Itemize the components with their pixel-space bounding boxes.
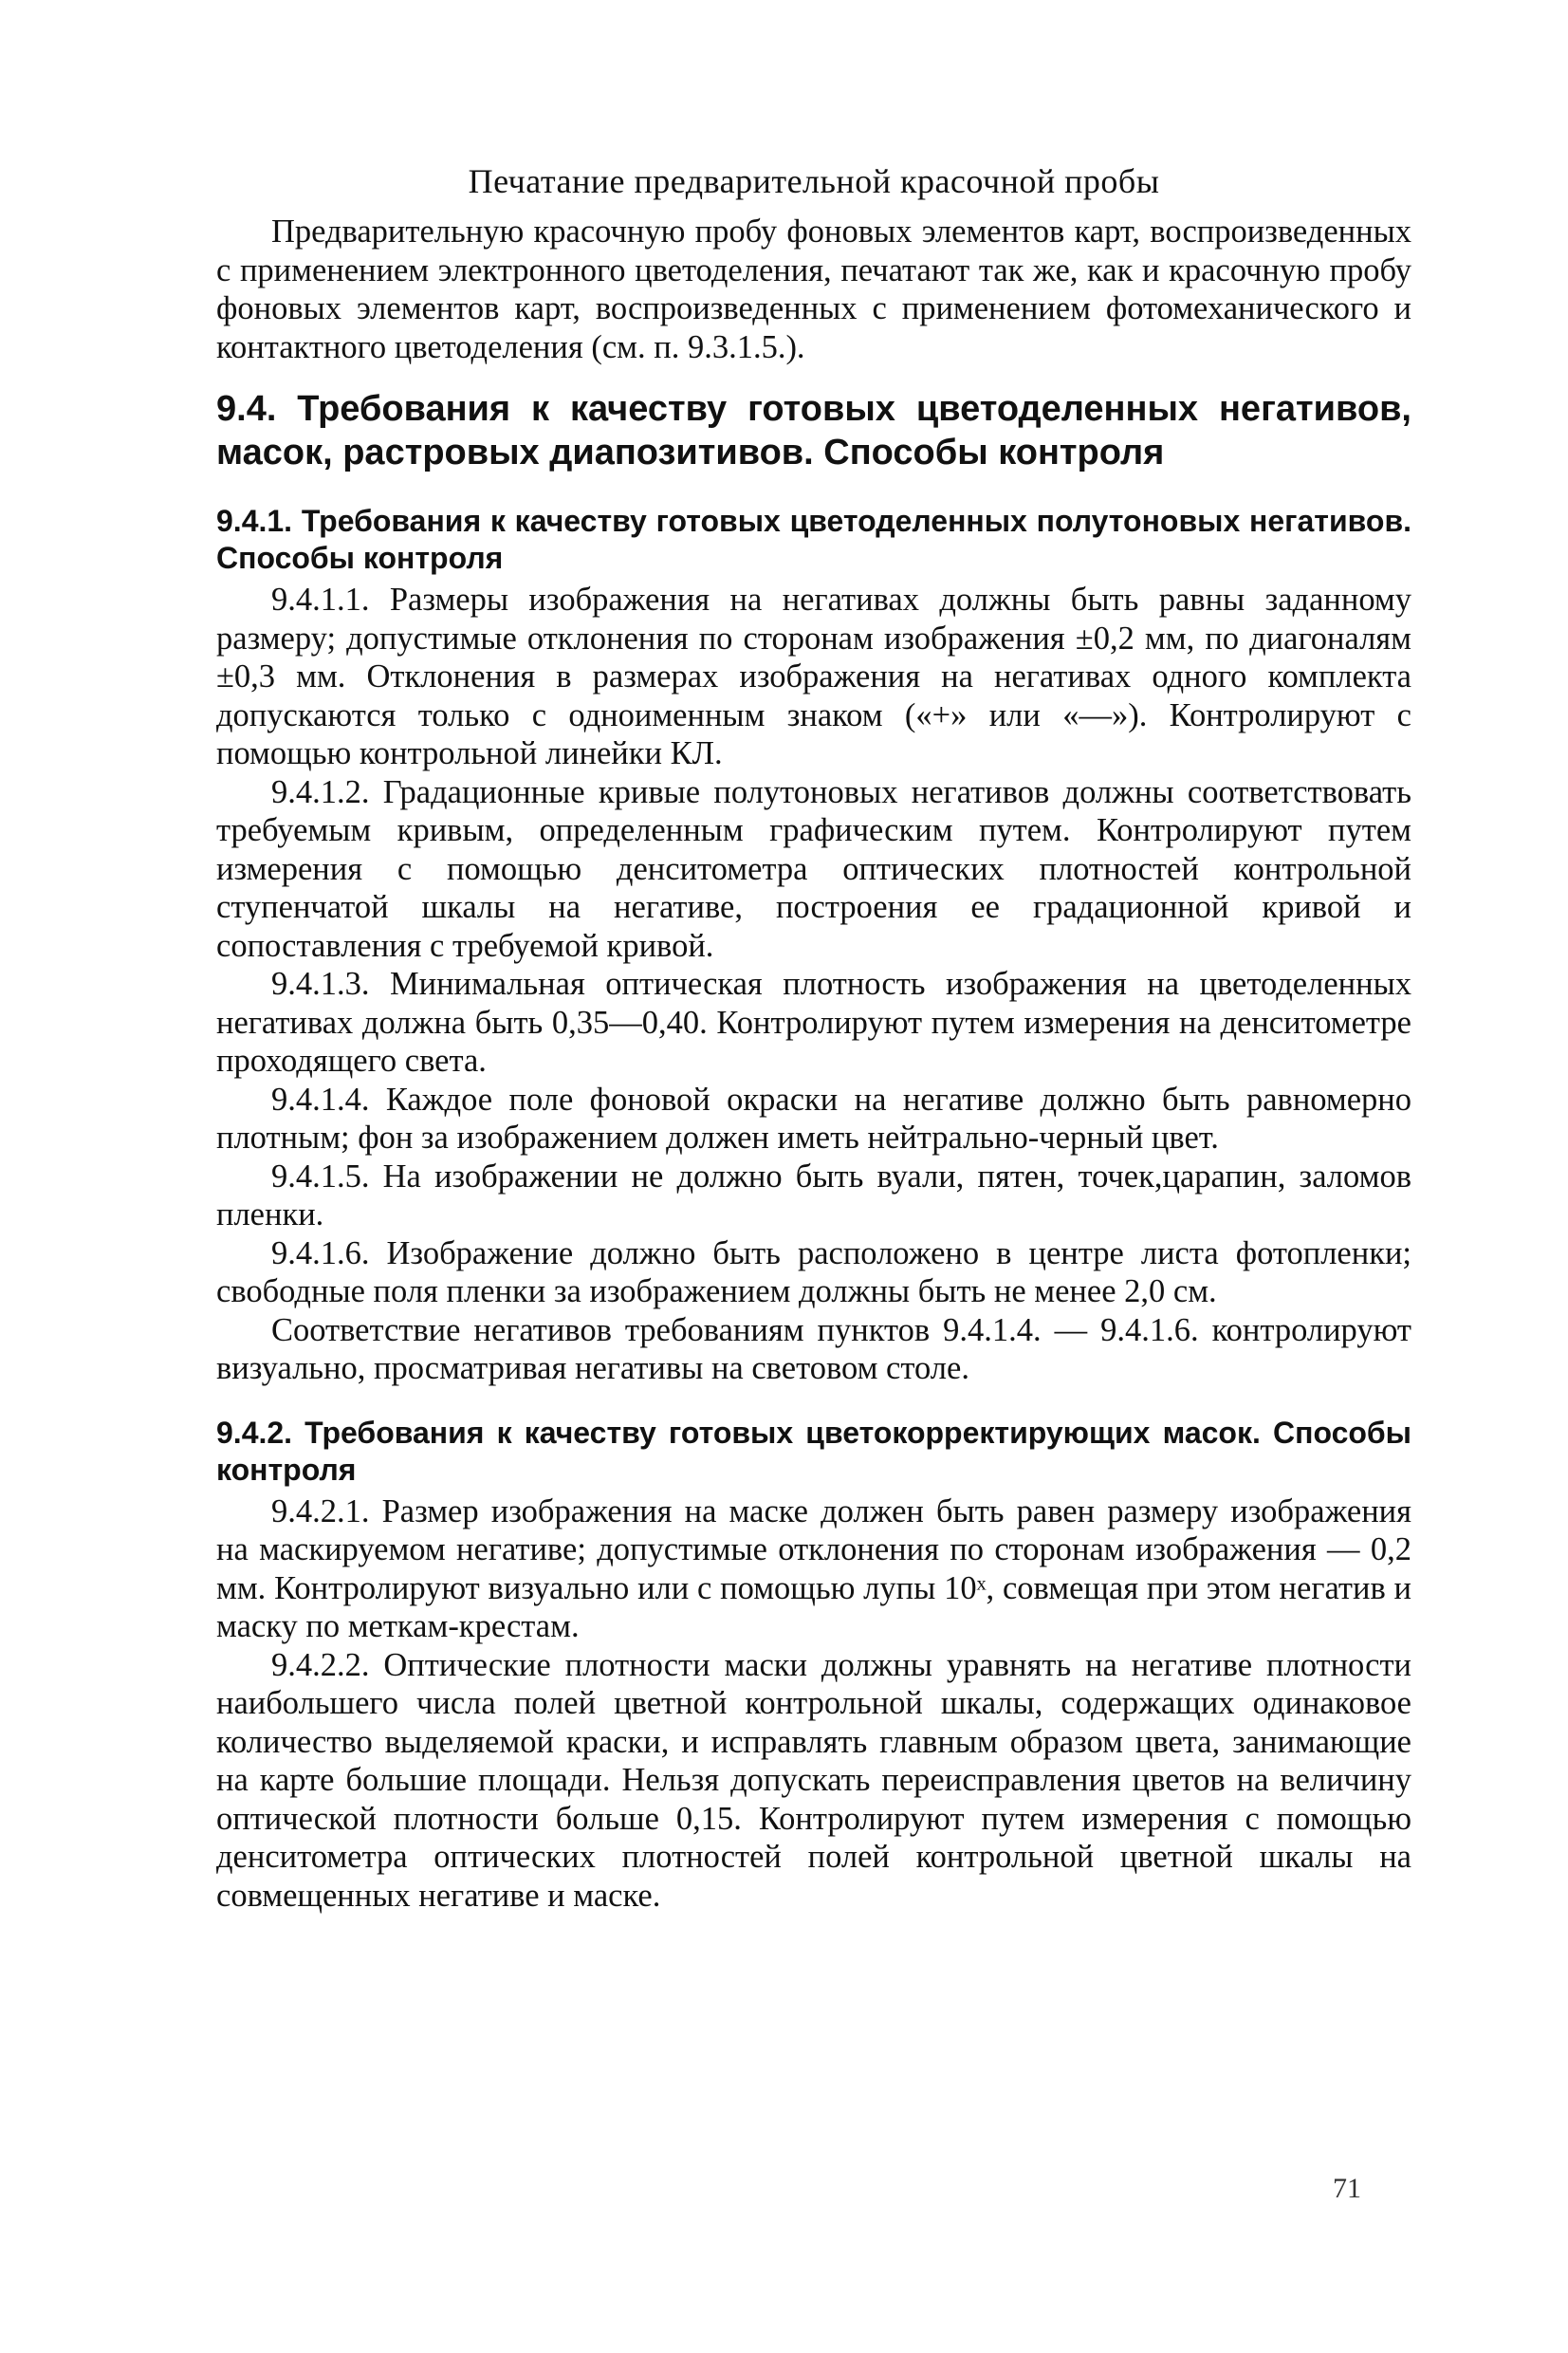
paragraph-9-4-1-1: 9.4.1.1. Размеры изображения на негативах должны быть равны заданному размеру; допустимые отклонения по сторонам изображения ±0,2 мм, по диагоналям ±0,3 мм. Отклонения в размерах изображения на негативах одного комплекта допускаются только с одноименным знаком («+» или «—»). Контролируют с помощью контрольной линейки КЛ. — [216, 582, 1411, 771]
paragraph-9-4-1-3: 9.4.1.3. Минимальная оптическая плотность изображения на цветоделенных негативах должна быть 0,35—0,40. Контролируют путем измерения на денситометре проходящего света. — [216, 966, 1411, 1079]
paragraph-9-4-1-6: 9.4.1.6. Изображение должно быть расположено в центре листа фотопленки; свободные поля пленки за изображением должны быть не менее 2,0 см. — [216, 1234, 1411, 1309]
subsection-title-9-4-1: 9.4.1. Требования к качеству готовых цветоделенных полутоновых негативов. Способы контроля — [216, 504, 1411, 575]
paragraph-9-4-2-2: 9.4.2.2. Оптические плотности маски должны уравнять на негативе плотности наибольшего числа полей цветной контрольной шкалы, содержащих одинаковое количество выделяемой краски, и исправлять главным образом цвета, занимающие на карте большие площади. Нельзя допускать переисправления цветов на величину оптической плотности больше 0,15. Контролируют путем измерения с помощью денситометра оптических плотностей полей контрольной цветной шкалы на совмещенных негативе и маске. — [216, 1646, 1411, 1914]
page-number: 71 — [1333, 2173, 1361, 2204]
paragraph-9-4-1-2: 9.4.1.2. Градационные кривые полутоновых негативов должны соответствовать требуемым кривым, определенным графическим путем. Контролируют путем измерения с помощью денситометра оптических плотностей контрольной ступенчатой шкалы на негативе, построения ее градационной кривой и сопоставления с требуемой кривой. — [216, 773, 1411, 964]
paragraph-9-4-1-5: 9.4.1.5. На изображении не должно быть вуали, пятен, точек,царапин, заломов пленки. — [216, 1158, 1411, 1232]
intro-paragraph: Предварительную красочную пробу фоновых элементов карт, воспроизведенных с применением электронного цветоделения, печатают так же, как и красочную пробу фоновых элементов карт, воспроизведенных с применением фотомеханического и контактного цветоделения (см. п. 9.3.1.5.). — [216, 213, 1411, 365]
paragraph-9-4-1-4: 9.4.1.4. Каждое поле фоновой окраски на негативе должно быть равномерно плотным; фон за изображением должен иметь нейтрально-черный цвет. — [216, 1081, 1411, 1156]
page-heading: Печатание предварительной красочной пробы — [468, 162, 1160, 200]
paragraph-9-4-2-1: 9.4.2.1. Размер изображения на маске должен быть равен размеру изображения на маскируемом негативе; допустимые отклонения по сторонам изображения — 0,2 мм. Контролируют визуально или с помощью лупы 10ˣ, совмещая при этом негатив и маску по меткам-крестам. — [216, 1492, 1411, 1644]
page-content — [216, 159, 1411, 1915]
paragraph-conformity: Соответствие негативов требованиям пунктов 9.4.1.4. — 9.4.1.6. контролируют визуально, просматривая негативы на световом столе. — [216, 1311, 1411, 1386]
subsection-title-9-4-2: 9.4.2. Требования к качеству готовых цветокорректирующих масок. Способы контроля — [216, 1415, 1411, 1487]
section-title-9-4: 9.4. Требования к качеству готовых цветоделенных негативов, масок, растровых диапозитивов. Способы контроля — [216, 389, 1411, 472]
